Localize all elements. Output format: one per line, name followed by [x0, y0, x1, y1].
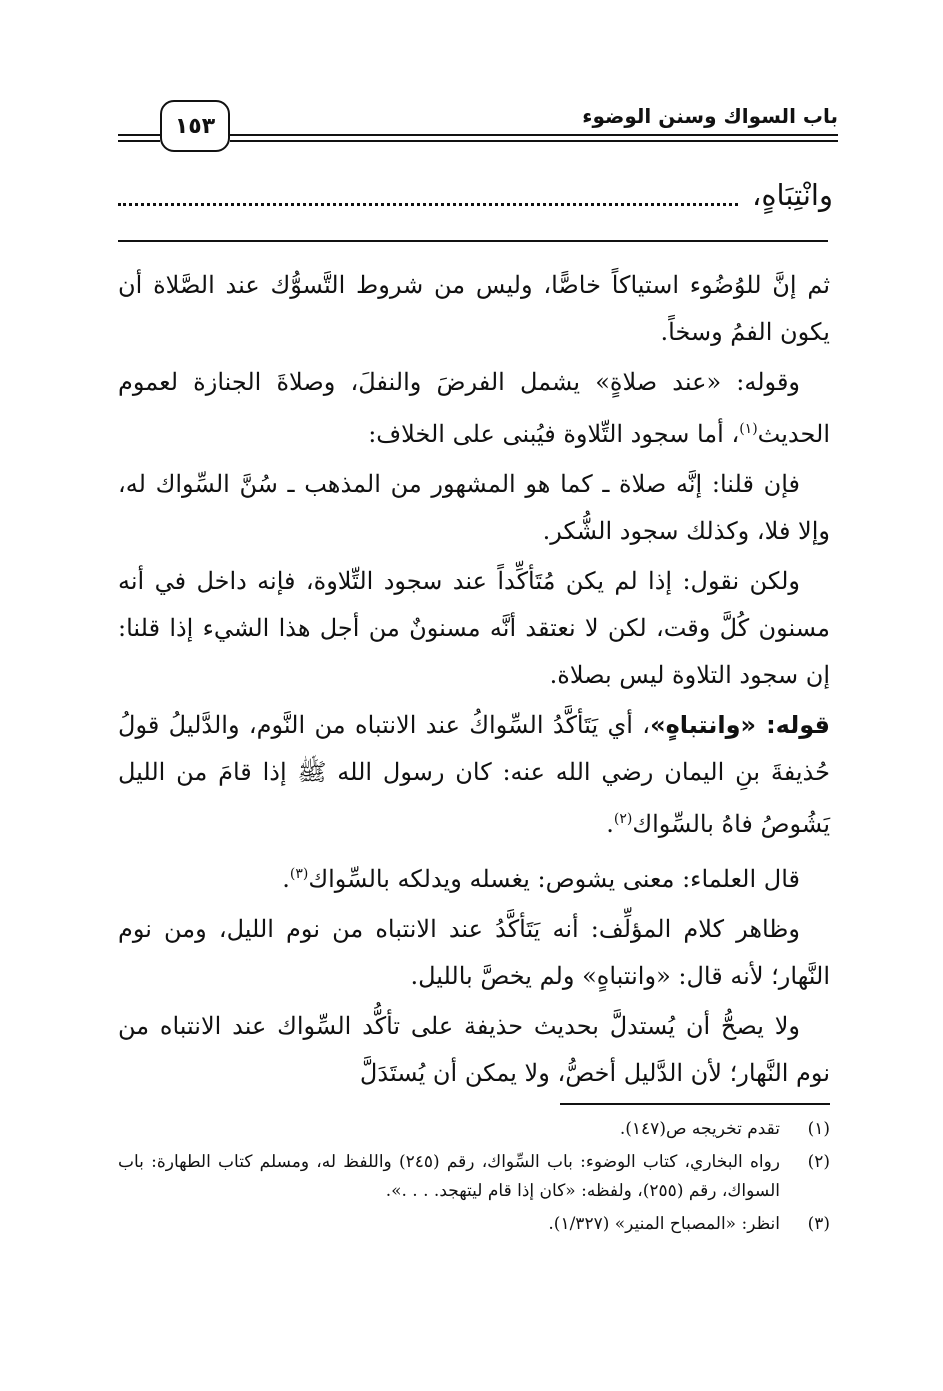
header-rule-right — [230, 134, 838, 136]
matn-quote-bold: قوله: «وانتباهٍ» — [650, 711, 831, 739]
footnote — [118, 1148, 830, 1206]
page-header — [118, 100, 838, 160]
footnote-separator — [560, 1103, 830, 1105]
paragraph-5-text-b: . — [606, 810, 614, 838]
matn-dots — [118, 185, 738, 206]
matn-separator — [118, 240, 828, 242]
paragraph-8: ولا يصحُّ أن يُستدلَّ بحديث حذيفة على تأكُّد السِّواك عند الانتباه من نوم النَّهار؛ لأن الدَّليل أخصُّ، ولا يمكن أن يُستَدَلَّ — [118, 1012, 830, 1087]
footnote-text: تقدم تخريجه ص(١٤٧). — [619, 1119, 780, 1139]
paragraph-2-text-a: وقوله: «عند صلاةٍ» يشمل الفرضَ والنفلَ، وصلاةَ الجنازة لعموم الحديث — [118, 368, 830, 448]
commentary-body — [118, 262, 830, 1100]
paragraph-6-text-b: . — [282, 865, 290, 893]
footnotes — [118, 1115, 830, 1243]
paragraph-5-text-a: ، أي يَتَأكَّدُ السِّواكُ عند الانتباه من النَّوم، والدَّليلُ قولُ حُذيفةَ بنِ اليمان رضي الله عنه: كان رسول الله ﷺ إذا قامَ من الليل يَشُوصُ فاهُ بالسِّواك — [118, 711, 830, 838]
footnote-number: (٣) — [807, 1214, 830, 1234]
paragraph-4: ولكن نقول: إذا لم يكن مُتَأكِّداً عند سجود التِّلاوة، فإنه داخل في أنه مسنون كُلَّ وقت، لكن لا نعتقد أنَّه مسنونٌ من أجل هذا الشيء إذا قلنا: إن سجود التلاوة ليس بصلاة. — [118, 567, 830, 689]
footnote-ref-3: (٣) — [289, 866, 309, 882]
matn-text: وانْتِبَاهٍ، — [751, 178, 833, 212]
chapter-title: باب السواك وسنن الوضوء — [582, 104, 838, 128]
paragraph-2-text-b: ، أما سجود التِّلاوة فيُبنى على الخلاف: — [368, 420, 740, 448]
paragraph-6 — [118, 851, 830, 903]
page-number: ١٥٣ — [160, 100, 230, 152]
paragraph-2 — [118, 359, 830, 458]
header-rule-left-2 — [118, 140, 160, 142]
footnote-number: (١) — [807, 1119, 830, 1139]
paragraph-1: ثم إنَّ للوُضُوء استياكاً خاصًّا، وليس من شروط التَّسوُّك عند الصَّلاة أن يكون الفمُ وسخاً. — [118, 271, 830, 346]
paragraph-3: فإن قلنا: إنَّه صلاة ـ كما هو المشهور من المذهب ـ سُنَّ السِّواك له، وإلا فلا، وكذلك سجود الشُّكر. — [118, 470, 830, 545]
paragraph-6-text-a: قال العلماء: معنى يشوص: يغسله ويدلكه بالسِّواك — [308, 865, 800, 893]
footnote-ref-2: (٢) — [613, 811, 633, 827]
header-rule-left — [118, 134, 160, 136]
footnote-text: رواه البخاري، كتاب الوضوء: باب السِّواك، رقم (٢٤٥) واللفظ له، ومسلم كتاب الطهارة: باب السواك، رقم (٢٥٥)، ولفظه: «كان إذا قام ليتهجد. . . .». — [118, 1152, 780, 1201]
header-rule-right-2 — [230, 140, 838, 142]
paragraph-5 — [118, 702, 830, 848]
matn-line — [118, 178, 833, 212]
footnote-text: انظر: «المصباح المنير» (١/٣٢٧). — [548, 1214, 780, 1234]
footnote-ref-1: (١) — [739, 421, 758, 437]
footnote — [118, 1115, 830, 1144]
paragraph-7: وظاهر كلام المؤلِّف: أنه يَتَأكَّدُ عند الانتباه من نوم الليل، ومن نوم النَّهار؛ لأنه قال: «وانتباهٍ» ولم يخصَّ بالليل. — [118, 915, 830, 990]
footnote-number: (٢) — [807, 1152, 830, 1172]
footnote — [118, 1210, 830, 1239]
